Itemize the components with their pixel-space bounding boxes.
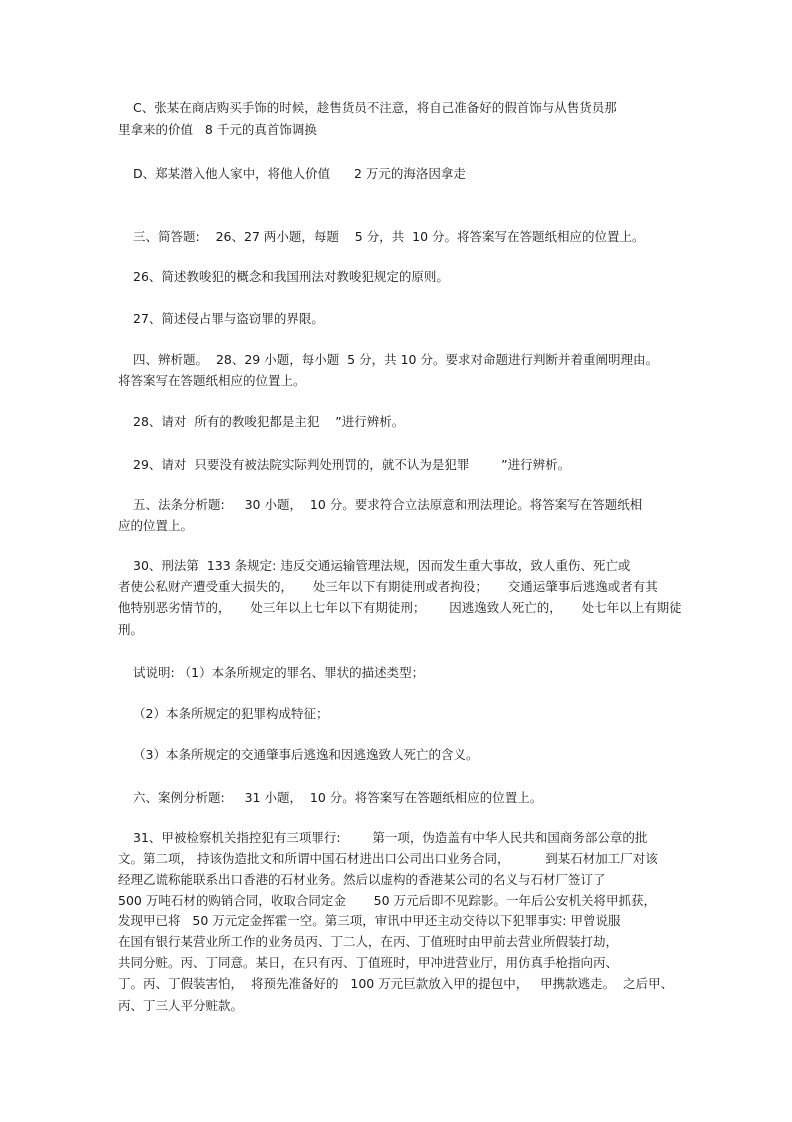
question-31-line-1: 31、甲被检察机关指控犯有三项罪行: 第一项，伪造盖有中华人民共和国商务部公章的批 — [133, 830, 648, 845]
question-30-subitem-1-line: 试说明: （1）本条所规定的罪名、罪状的描述类型； — [133, 665, 425, 680]
question-30-line-3: 他特别恶劣情节的， 处三年以上七年以下有期徒刑； 因逃逸致人死亡的， 处七年以上有期徒 — [118, 600, 682, 615]
question-31-line-7: 共同分赃。丙、丁同意。某日，在只有丙、丁值班时，甲冲进营业厅，用仿真手枪指向丙、 — [118, 955, 619, 970]
question-31-line-6: 在国有银行某营业所工作的业务员丙、丁二人，在丙、丁值班时由甲前去营业所假装打劫， — [118, 934, 619, 949]
question-31-line-3: 经理乙谎称能联系出口香港的石材业务。然后以虚构的香港某公司的名义与石材厂签订了 — [118, 872, 606, 887]
question-31-line-4: 500 万吨石材的购销合同，收取合同定金 50 万元后即不见踪影。一年后公安机关将甲抓获， — [118, 893, 657, 908]
question-28-line-1: 28、请对 所有的教唆犯都是主犯 ”进行辨析。 — [133, 414, 405, 429]
question-31-line-2: 文。第二项， 持该伪造批文和所谓中国石材进出口公司出口业务合同， 到某石材加工厂对该 — [118, 851, 658, 866]
question-30-subitem-2-line: （2）本条所规定的犯罪构成特征； — [133, 706, 329, 721]
question-31-line-8: 丁。丙、丁假装害怕， 将预先准备好的 100 万元巨款放入甲的提包中， 甲携款逃走。 之后甲、 — [118, 976, 674, 991]
question-30-subitem-3-line: （3）本条所规定的交通肇事后逃逸和因逃逸致人死亡的含义。 — [133, 747, 479, 762]
question-30-line-4: 刑。 — [118, 622, 144, 637]
section-5-header-line-1: 五、法条分析题: 30 小题， 10 分。要求符合立法原意和刑法理论。将答案写在答题纸相 — [133, 497, 643, 512]
option-d-line-1: D、郑某潜入他人家中，将他人价值 2 万元的海洛因拿走 — [133, 166, 466, 181]
section-5-header-line-2: 应的位置上。 — [118, 518, 194, 533]
option-c-line-1: C、张某在商店购买手饰的时候，趁售货员不注意，将自己准备好的假首饰与从售货员那 — [133, 100, 617, 115]
section-3-header-line-1: 三、简答题: 26、27 两小题，每题 5 分，共 10 分。将答案写在答题纸相应的位置上。 — [133, 229, 645, 244]
question-30-line-1: 30、刑法第 133 条规定: 违反交通运输管理法规，因而发生重大事故，致人重伤、死亡或 — [133, 558, 631, 573]
section-4-header-line-2: 将答案写在答题纸相应的位置上。 — [118, 373, 306, 388]
option-c-line-2: 里拿来的价值 8 千元的真首饰调换 — [118, 122, 317, 137]
question-26-line-1: 26、简述教唆犯的概念和我国刑法对教唆犯规定的原则。 — [133, 269, 449, 284]
question-31-line-9: 丙、丁三人平分赃款。 — [118, 998, 244, 1013]
question-30-line-2: 者使公私财产遭受重大损失的， 处三年以下有期徒刑或者拘役； 交通运肇事后逃逸或者有其 — [118, 579, 658, 594]
question-31-line-5: 发现甲已将 50 万元定金挥霍一空。第三项，审讯中甲还主动交待以下犯罪事实: 甲曾说服 — [118, 913, 621, 928]
section-6-header-line-1: 六、案例分析题: 31 小题， 10 分。将答案写在答题纸相应的位置上。 — [133, 790, 543, 805]
question-29-line-1: 29、请对 只要没有被法院实际判处刑罚的，就不认为是犯罪 ”进行辨析。 — [133, 457, 571, 472]
section-4-header-line-1: 四、辨析题。 28、29 小题，每小题 5 分，共 10 分。要求对命题进行判断并着重阐明理由。 — [133, 352, 658, 367]
question-27-line-1: 27、简述侵占罪与盗窃罪的界限。 — [133, 311, 324, 326]
